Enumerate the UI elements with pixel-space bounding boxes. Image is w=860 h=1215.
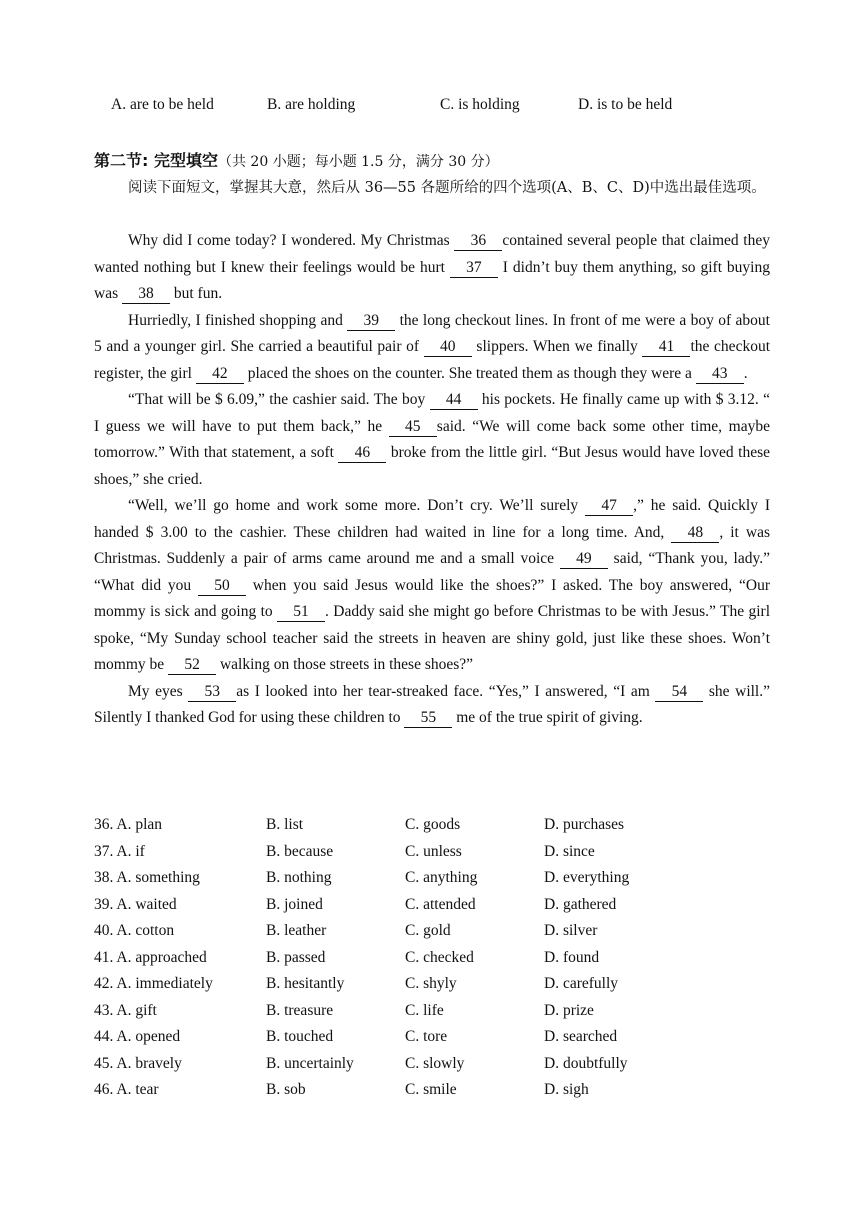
question-row — [94, 918, 770, 945]
option-d: D. found — [544, 948, 600, 966]
blank-38: 38 — [122, 285, 170, 304]
blank-41: 41 — [642, 338, 690, 357]
section-title: 第二节: 完型填空 — [94, 151, 218, 170]
question-row — [94, 812, 770, 839]
option-a: 40. A. cotton — [94, 922, 175, 939]
section-note: （共 20 小题；每小题 1.5 分，满分 30 分） — [217, 154, 499, 170]
passage-text: but fun. — [169, 285, 223, 302]
option-b: B. hesitantly — [266, 975, 345, 992]
blank-50: 50 — [198, 577, 246, 596]
passage-text: . Daddy said she might go before Christmas to be with Jesus.” The girl spoke, “My Sunday school teacher said the streets in heaven are shiny gold, just like these shoes. Won’t mommy be — [94, 603, 770, 673]
passage-text: . — [743, 364, 748, 382]
option-b: B. uncertainly — [266, 1054, 354, 1072]
option-b: B. because — [266, 842, 334, 860]
option-d: D. purchases — [544, 816, 625, 833]
option-b: B. touched — [266, 1028, 334, 1045]
question-row — [94, 1051, 770, 1078]
section-instructions: 阅读下面短文，掌握其大意，然后从 36—55 各题所给的四个选项(A、B、C、D)中选出最佳选项。 — [128, 180, 766, 196]
option-d: D. gathered — [544, 895, 617, 913]
option-c: C. gold — [405, 922, 451, 939]
passage-text: as I looked into her tear-streaked face. “Yes,” I answered, “I am — [236, 682, 656, 700]
blank-55: 55 — [404, 709, 452, 728]
question-row — [94, 865, 770, 892]
passage-text: the long checkout lines. In front of me were a boy of about 5 and a younger girl. She carried a beautiful pair of — [94, 311, 770, 355]
passage-text: the checkout register, the girl — [94, 338, 770, 382]
option-c: C. checked — [405, 948, 474, 966]
blank-39: 39 — [347, 312, 395, 331]
blank-52: 52 — [168, 656, 216, 675]
blank-42: 42 — [196, 365, 244, 384]
blank-53: 53 — [188, 683, 236, 702]
blank-54: 54 — [655, 683, 703, 702]
passage-paragraph — [94, 308, 770, 388]
option-a: 38. A. something — [94, 869, 200, 886]
passage-paragraph — [94, 228, 770, 308]
option-b: B. are holding — [267, 96, 356, 113]
option-a: 37. A. if — [94, 842, 145, 860]
option-a: 36. A. plan — [94, 816, 163, 833]
option-d: D. sigh — [544, 1081, 589, 1098]
option-c: C. goods — [405, 816, 461, 833]
option-a: 43. A. gift — [94, 1001, 157, 1019]
option-b: B. treasure — [266, 1001, 334, 1019]
passage-text: said, “Thank you, lady.” “What did you — [94, 550, 770, 594]
passage-text: his pockets. He finally came up with $ 3.12. “ I guess we will have to put them back,” he — [94, 391, 770, 435]
passage-text: ,” he said. Quickly I handed $ 3.00 to the cashier. These children had waited in line for a long time. And, — [94, 497, 771, 541]
passage-paragraph — [94, 493, 770, 679]
question-row — [94, 945, 770, 972]
passage-text: placed the shoes on the counter. She treated them as though they were a — [243, 364, 696, 382]
option-a: 46. A. tear — [94, 1081, 159, 1098]
passage-text: I didn’t buy them anything, so gift buying was — [94, 258, 770, 302]
option-c: C. is holding — [440, 96, 520, 113]
blank-37: 37 — [450, 259, 498, 278]
question-options — [94, 812, 770, 1104]
passage-text: she will.” Silently I thanked God for using these children to — [94, 682, 770, 726]
passage-text: “That will be $ 6.09,” the cashier said. The boy — [128, 391, 430, 408]
option-b: B. list — [266, 816, 304, 833]
passage-paragraph — [94, 679, 770, 732]
option-d: D. everything — [544, 869, 630, 886]
passage-text: broke from the little girl. “But Jesus would have loved these shoes,” she cried. — [94, 444, 770, 488]
option-d: D. silver — [544, 922, 598, 939]
option-a: 39. A. waited — [94, 895, 177, 913]
blank-47: 47 — [585, 497, 633, 516]
passage-text: said. “We will come back some other time, maybe tomorrow.” With that statement, a soft — [94, 417, 770, 461]
option-a: 45. A. bravely — [94, 1054, 182, 1072]
blank-48: 48 — [671, 524, 719, 543]
blank-51: 51 — [277, 603, 325, 622]
blank-36: 36 — [454, 232, 502, 251]
passage-text: Why did I come today? I wondered. My Christmas — [128, 232, 455, 249]
option-a: 42. A. immediately — [94, 975, 213, 992]
blank-45: 45 — [389, 418, 437, 437]
passage-text: My eyes — [128, 682, 189, 700]
option-b: B. joined — [266, 895, 323, 913]
blank-44: 44 — [430, 391, 478, 410]
blank-49: 49 — [560, 550, 608, 569]
option-b: B. nothing — [266, 869, 332, 886]
passage-paragraph — [94, 387, 770, 493]
option-c: C. slowly — [405, 1054, 465, 1072]
option-d: D. doubtfully — [544, 1054, 628, 1072]
option-c: C. unless — [405, 842, 462, 860]
option-c: C. attended — [405, 895, 476, 913]
question-row — [94, 1077, 770, 1104]
passage-text: me of the true spirit of giving. — [452, 709, 643, 726]
option-a: A. are to be held — [111, 96, 214, 113]
question-row — [94, 839, 770, 866]
blank-40: 40 — [424, 338, 472, 357]
question-row — [94, 892, 770, 919]
passage-text: Hurriedly, I finished shopping and — [128, 311, 348, 329]
question-row — [94, 998, 770, 1025]
passage-text: “Well, we’ll go home and work some more. Don’t cry. We’ll surely — [128, 497, 586, 514]
option-d: D. prize — [544, 1001, 594, 1019]
blank-46: 46 — [338, 444, 386, 463]
option-a: 41. A. approached — [94, 948, 207, 966]
previous-question-options — [111, 96, 731, 120]
question-row — [94, 1024, 770, 1051]
option-b: B. passed — [266, 948, 326, 966]
passage-text: slippers. When we finally — [471, 338, 643, 355]
option-d: D. searched — [544, 1028, 618, 1045]
blank-43: 43 — [696, 365, 744, 384]
passage-text: contained several people that claimed they wanted nothing but I knew their feelings would be hurt — [94, 232, 770, 276]
option-c: C. life — [405, 1001, 444, 1019]
option-d: D. is to be held — [578, 96, 673, 113]
option-b: B. leather — [266, 922, 327, 939]
option-d: D. since — [544, 842, 595, 860]
passage-text: when you said Jesus would like the shoes?” I asked. The boy answered, “Our mommy is sick and going to — [94, 576, 770, 620]
section-heading — [94, 148, 499, 171]
option-c: C. shyly — [405, 975, 457, 992]
option-d: D. carefully — [544, 975, 619, 992]
question-row — [94, 971, 770, 998]
option-c: C. tore — [405, 1028, 448, 1045]
cloze-passage — [94, 228, 770, 732]
option-c: C. anything — [405, 869, 478, 886]
option-c: C. smile — [405, 1081, 457, 1098]
option-b: B. sob — [266, 1081, 306, 1098]
option-a: 44. A. opened — [94, 1028, 181, 1045]
passage-text: walking on those streets in these shoes?” — [216, 656, 474, 673]
passage-text: , it was Christmas. Suddenly a pair of arms came around me and a small voice — [94, 523, 770, 567]
